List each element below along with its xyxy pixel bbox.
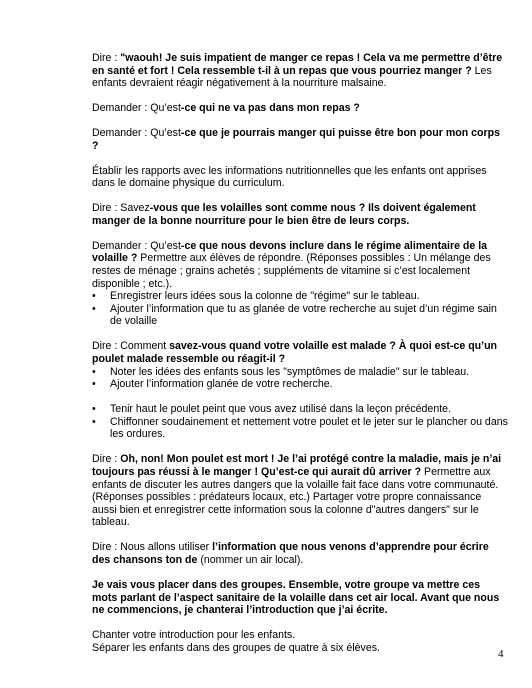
say-label: Dire : Savez	[92, 202, 150, 215]
chicken-bullet-list	[92, 403, 508, 441]
paragraph-say-poultry	[92, 202, 508, 227]
paragraph-dead-chicken	[92, 453, 508, 529]
list-item: • Noter les idées des enfants sous les "symptômes de maladie" sur le tableau.	[92, 365, 470, 378]
document-body	[92, 52, 508, 667]
ask-question: -ce qui ne va pas dans mon repas ?	[180, 102, 360, 115]
instruction-text: Les enfants devraient réagir négativement à la nourriture malsaine.	[92, 64, 492, 90]
instruction-text: Permettre aux élèves de répondre. (Réponses possibles : Un mélange des restes de ménage ; grains achetés ; suppléments de vitamine si c’est localement disponible ; etc.).	[92, 252, 491, 290]
closing-line: Séparer les enfants dans des groupes de quatre à six élèves.	[92, 641, 380, 654]
paragraph-intro	[92, 52, 508, 90]
instruction-text: (nommer un air local).	[200, 553, 304, 566]
ask-label: Demander : Qu’est	[92, 127, 181, 140]
diet-bullet-list	[92, 290, 508, 328]
paragraph-songs	[92, 541, 508, 566]
say-label: Dire :	[92, 453, 121, 466]
page-number: 4	[498, 648, 504, 660]
say-label: Dire : Comment	[92, 340, 170, 353]
instruction-text: Permettre aux enfants de discuter les autres dangers que la volaille fait face dans votre communauté. (Réponses possibles : prédateurs locaux, etc.) Partager votre propre connaissance aussi bien et enregistrer cette information sous la colonne d"autres dangers" sur le tableau.	[92, 465, 499, 529]
paragraph-ask-good	[92, 127, 508, 152]
closing-line: Chanter votre introduction pour les enfants.	[92, 629, 296, 642]
say-quote: "waouh! Je suis impatient de manger ce repas ! Cela va me permettre d’être en santé et fort ! Cela ressemble t-il à un repas que vous pourriez manger ?	[92, 52, 503, 77]
ask-label: Demander : Qu’est	[92, 102, 181, 115]
symptoms-bullet-list	[92, 366, 508, 391]
say-label: Dire :	[92, 52, 121, 64]
list-item: • Tenir haut le poulet peint que vous avez utilisé dans la leçon précédente.	[92, 403, 451, 416]
say-label: Dire : Nous allons utiliser	[92, 541, 213, 554]
paragraph-groups: Je vais vous placer dans des groupes. Ensemble, votre groupe va mettre ces mots parlant de l’aspect sanitaire de la volaille dans cet air local. Avant que nous ne commencions, je chanterai l’introduction que j’ai écrite.	[92, 578, 500, 617]
say-quote: Oh, non! Mon poulet est mort ! Je l’ai protégé contre la maladie, mais je n’ai toujours pas réussi à le manger ! Qu’est-ce qui aurait dû arriver ?	[92, 453, 502, 478]
paragraph-sick	[92, 340, 508, 441]
ask-label: Demander : Qu’est	[92, 239, 181, 252]
ask-question: -ce que nous devons inclure dans le régime alimentaire de la volaille ?	[92, 239, 488, 265]
ask-question: -ce que je pourrais manger qui puisse être bon pour mon corps ?	[92, 127, 500, 152]
say-quote: -vous que les volailles sont comme nous ? Ils doivent également manger de la bonne nourriture pour le bien être de leurs corps.	[92, 202, 476, 227]
paragraph-diet	[92, 240, 508, 328]
paragraph-links: Établir les rapports avec les informations nutritionnelles que les enfants ont apprises dans le domaine physique du curriculum.	[92, 164, 487, 190]
say-quote: l’information que nous venons d’apprendre pour écrire des chansons ton de	[92, 541, 489, 566]
paragraph-closing	[92, 629, 508, 654]
list-item: • Chiffonner soudainement et nettement votre poulet et le jeter sur le plancher ou dans les ordures.	[92, 415, 508, 441]
paragraph-ask-wrong	[92, 102, 508, 115]
list-item: • Ajouter l’information glanée de votre recherche.	[92, 378, 333, 391]
list-item: • Ajouter l’information que tu as glanée de votre recherche au sujet d’un régime sain de volaille	[92, 302, 497, 328]
list-item: • Enregistrer leurs idées sous la colonne de "régime" sur le tableau.	[92, 290, 420, 303]
say-quote: savez-vous quand votre volaille est malade ? À quoi est-ce qu’un poulet malade ressemble ou réagit-il ?	[92, 340, 498, 366]
